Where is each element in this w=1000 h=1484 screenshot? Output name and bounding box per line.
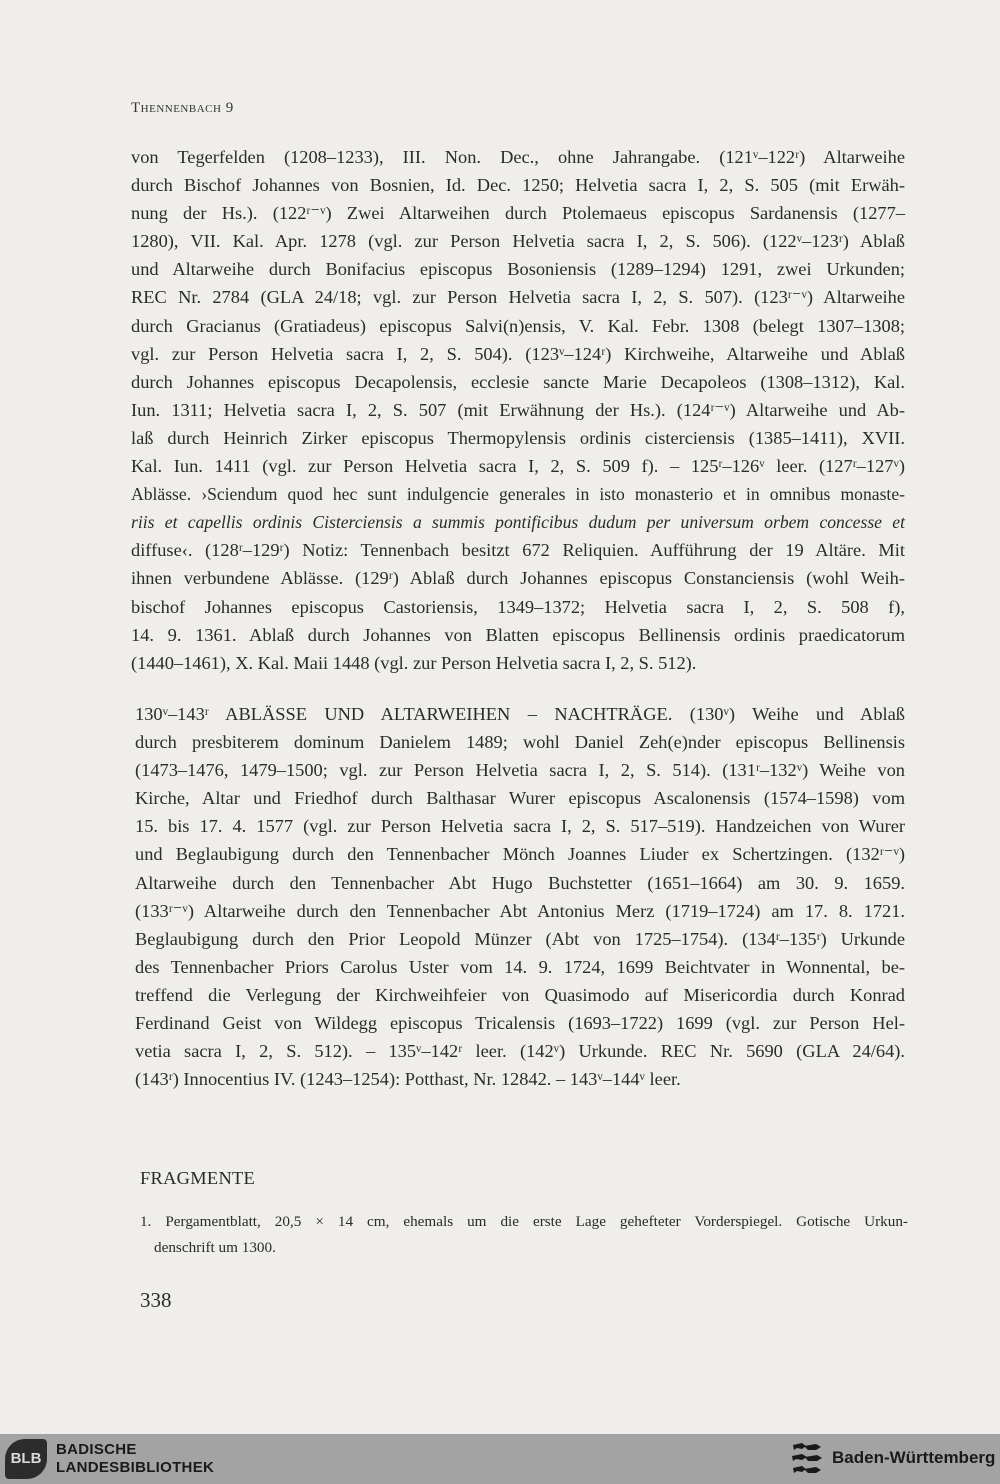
baden-wuerttemberg-lions-icon	[790, 1441, 824, 1477]
library-name-line1: BADISCHE	[56, 1441, 137, 1458]
text-line: treffend die Verlegung der Kirchweihfeier von Quasimodo auf Misericordia durch Konrad	[135, 984, 905, 1005]
text-line: (143ʳ) Innocentius IV. (1243–1254): Potthast, Nr. 12842. – 143ᵛ–144ᵛ leer.	[135, 1069, 681, 1090]
text-line: riis et capellis ordinis Cisterciensis a summis pontificibus dudum per universum orbem concesse et	[131, 512, 905, 533]
library-name[interactable]	[56, 1441, 214, 1477]
catalog-paragraph-1	[131, 143, 905, 677]
footer-bar	[0, 1434, 1000, 1484]
text-line: und Altarweihe durch Bonifacius episcopus Bosoniensis (1289–1294) 1291, zwei Urkunden;	[131, 259, 905, 280]
state-label[interactable]: Baden-Württemberg	[832, 1448, 996, 1467]
text-line: 14. 9. 1361. Ablaß durch Johannes von Blatten episcopus Bellinensis ordinis praedicatorum	[131, 624, 905, 645]
text-line: Altarweihe durch den Tennenbacher Abt Hugo Buchstetter (1651–1664) am 30. 9. 1659.	[135, 872, 905, 893]
text-line: 1. Pergamentblatt, 20,5 × 14 cm, ehemals um die erste Lage gehefteter Vorderspiegel. Gotische Urkun-	[140, 1213, 908, 1230]
text-line: von Tegerfelden (1208–1233), III. Non. Dec., ohne Jahrangabe. (121ᵛ–122ʳ) Altarweihe	[131, 147, 905, 167]
text-line: ihnen verbundene Ablässe. (129ʳ) Ablaß durch Johannes episcopus Constanciensis (wohl Weih-	[131, 568, 905, 589]
library-name-line2: LANDESBIBLIOTHEK	[56, 1459, 215, 1476]
text-line: denschrift um 1300.	[154, 1239, 276, 1256]
text-line: (1440–1461), X. Kal. Maii 1448 (vgl. zur Person Helvetia sacra I, 2, S. 512).	[131, 652, 697, 673]
text-line: vgl. zur Person Helvetia sacra I, 2, S. 504). (123ᵛ–124ʳ) Kirchweihe, Altarweihe und Ablaß	[131, 343, 905, 364]
text-line: durch Bischof Johannes von Bosnien, Id. Dec. 1250; Helvetia sacra I, 2, S. 505 (mit Erwäh-	[131, 175, 905, 196]
text-line: Beglaubigung durch den Prior Leopold Münzer (Abt von 1725–1754). (134ʳ–135ʳ) Urkunde	[135, 928, 905, 949]
catalog-paragraph-2	[135, 700, 905, 1093]
fragments-heading: FRAGMENTE	[140, 1168, 256, 1188]
text-line: bischof Johannes episcopus Castoriensis, 1349–1372; Helvetia sacra I, 2, S. 508 f),	[131, 596, 905, 617]
text-line: Ferdinand Geist von Wildegg episcopus Tricalensis (1693–1722) 1699 (vgl. zur Person Hel-	[135, 1013, 905, 1034]
blb-logo-icon[interactable]: BLB	[5, 1439, 47, 1479]
text-line: durch Johannes episcopus Decapolensis, ecclesie sancte Marie Decapoleos (1308–1312), Kal.	[131, 371, 905, 392]
text-line: durch presbiterem dominum Danielem 1489; wohl Daniel Zeh(e)nder episcopus Bellinensis	[135, 732, 905, 753]
text-line: (1473–1476, 1479–1500; vgl. zur Person Helvetia sacra I, 2, S. 514). (131ʳ–132ᵛ) Weihe von	[135, 760, 905, 781]
page-number: 338	[140, 1288, 172, 1312]
text-line: Iun. 1311; Helvetia sacra I, 2, S. 507 (mit Erwähnung der Hs.). (124ʳ⁻ᵛ) Altarweihe und Ab-	[131, 399, 905, 420]
text-line: und Beglaubigung durch den Tennenbacher Mönch Joannes Liuder ex Schertzingen. (132ʳ⁻ᵛ)	[135, 844, 905, 865]
running-head: Thennenbach 9	[131, 100, 234, 116]
text-line: Ablässe. ›Sciendum quod hec sunt indulgencie generales in isto monasterio et in omnibus monaste-	[131, 484, 905, 505]
text-line: Kirche, Altar und Friedhof durch Balthasar Wurer episcopus Ascalonensis (1574–1598) vom	[135, 788, 905, 809]
fragment-item	[140, 1209, 908, 1261]
text-line: durch Gracianus (Gratiadeus) episcopus Salvi(n)ensis, V. Kal. Febr. 1308 (belegt 1307–1308;	[131, 315, 905, 336]
text-line: vetia sacra I, 2, S. 512). – 135ᵛ–142ʳ leer. (142ᵛ) Urkunde. REC Nr. 5690 (GLA 24/64).	[135, 1041, 905, 1062]
text-line: Kal. Iun. 1411 (vgl. zur Person Helvetia sacra I, 2, S. 509 f). – 125ʳ–126ᵛ leer. (127ʳ–127ᵛ)	[131, 456, 905, 477]
text-line: (133ʳ⁻ᵛ) Altarweihe durch den Tennenbacher Abt Antonius Merz (1719–1724) am 17. 8. 1721.	[135, 900, 905, 921]
text-line: laß durch Heinrich Zirker episcopus Thermopylensis ordinis cisterciensis (1385–1411), XVII.	[131, 427, 905, 448]
text-line: nung der Hs.). (122ʳ⁻ᵛ) Zwei Altarweihen durch Ptolemaeus episcopus Sardanensis (1277–	[131, 203, 905, 224]
text-line: 1280), VII. Kal. Apr. 1278 (vgl. zur Person Helvetia sacra I, 2, S. 506). (122ᵛ–123ʳ) Ablaß	[131, 231, 905, 252]
text-line: diffuse‹. (128ʳ–129ʳ) Notiz: Tennenbach besitzt 672 Reliquien. Aufführung der 19 Altäre. Mit	[131, 540, 905, 561]
text-line: 130ᵛ–143ʳ ABLÄSSE UND ALTARWEIHEN – NACHTRÄGE. (130ᵛ) Weihe und Ablaß	[135, 704, 905, 724]
text-line: REC Nr. 2784 (GLA 24/18; vgl. zur Person Helvetia sacra I, 2, S. 507). (123ʳ⁻ᵛ) Altarweihe	[131, 287, 905, 308]
text-line: des Tennenbacher Priors Carolus Uster vom 14. 9. 1724, 1699 Beichtvater in Wonnental, be-	[135, 956, 905, 977]
text-line: 15. bis 17. 4. 1577 (vgl. zur Person Helvetia sacra I, 2, S. 517–519). Handzeichen von Wurer	[135, 816, 905, 837]
